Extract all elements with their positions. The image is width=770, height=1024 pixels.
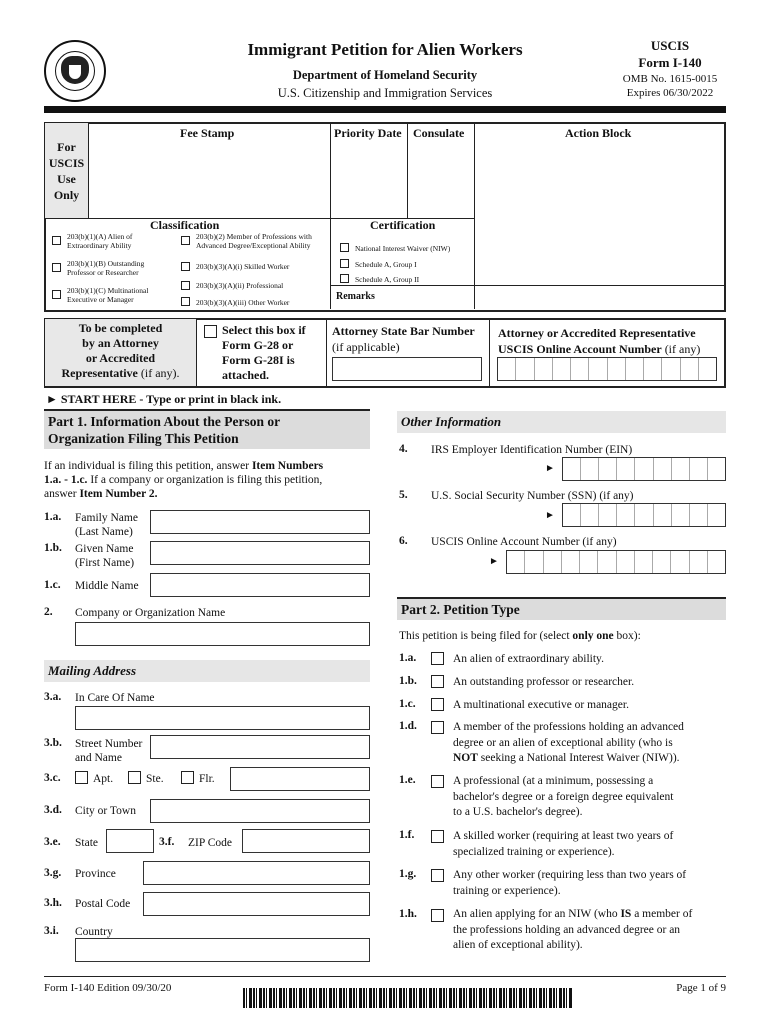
g28-attached-checkbox[interactable] [204,325,217,338]
classification-option: 203(b)(3)(A)(ii) Professional [196,281,284,290]
given-name-label: Given Name (First Name) [75,543,135,569]
priority-date-label: Priority Date [334,126,402,140]
petition-type-checkbox[interactable] [431,675,444,688]
item-number: 6. [399,535,408,547]
dhs-seal-icon [44,40,106,102]
header-divider [44,106,726,113]
action-block-label: Action Block [565,126,632,140]
bar-number-label: Attorney State Bar Number [332,324,475,338]
arrow-right-icon: ► [545,510,555,521]
postal-code-label: Postal Code [75,898,131,910]
ein-label: IRS Employer Identification Number (EIN) [431,444,633,456]
item-number: 1.g. [399,868,417,880]
ste-label: Ste. [146,773,164,785]
barcode-icon [243,988,573,1008]
item-number: 3.c. [44,772,61,784]
item-number: 3.a. [44,691,62,703]
classification-checkbox[interactable] [181,236,190,245]
remarks-label: Remarks [336,291,375,302]
item-number: 1.d. [399,720,417,732]
petition-type-label: An alien of extraordinary ability. [453,653,604,665]
petition-type-checkbox[interactable] [431,652,444,665]
attorney-account-label-2: USCIS Online Account Number (if any) [498,342,701,356]
classification-checkbox[interactable] [52,236,61,245]
agency-name: U.S. Citizenship and Immigration Services [277,86,493,100]
petition-type-label: An outstanding professor or researcher. [453,676,635,688]
certification-checkbox[interactable] [340,259,349,268]
petition-type-checkbox[interactable] [431,909,444,922]
flr-label: Flr. [199,773,215,785]
middle-name-input[interactable] [150,573,370,597]
petition-type-label: An alien applying for an NIW (who IS a member of the professions holding an advanced degree or an alien of exceptional ability). [453,908,693,951]
petition-type-label: A professional (at a minimum, possessing a bachelor's degree or a foreign degree equivalent to a U.S. bachelor's degree). [453,775,674,818]
item-number: 1.e. [399,774,416,786]
petition-type-label: A skilled worker (requiring at least two years of specialized training or experience). [453,830,674,858]
company-name-input[interactable] [75,622,370,646]
province-input[interactable] [143,861,370,885]
form-edition: Form I-140 Edition 09/30/20 [44,982,172,994]
ste-checkbox[interactable] [128,771,141,784]
item-number: 1.a. [399,652,417,664]
country-input[interactable] [75,938,370,962]
classification-checkbox[interactable] [52,263,61,272]
classification-option: 203(b)(3)(A)(iii) Other Worker [196,298,290,307]
arrow-right-icon: ► [489,556,499,567]
certification-checkbox[interactable] [340,274,349,283]
classification-title: Classification [150,218,220,232]
petition-type-label: A multinational executive or manager. [453,699,629,711]
province-label: Province [75,868,116,880]
city-label: City or Town [75,805,136,817]
family-name-label: Family Name (Last Name) [75,512,138,538]
certification-option: National Interest Waiver (NIW) [355,244,451,253]
postal-code-input[interactable] [143,892,370,916]
bar-number-input[interactable] [332,357,482,381]
other-information-heading: Other Information [397,411,726,433]
part1-heading: Part 1. Information About the Person or Organization Filing This Petition [44,409,370,449]
apt-number-input[interactable] [230,767,370,791]
classification-checkbox[interactable] [181,297,190,306]
item-number: 3.g. [44,867,62,879]
zip-label: ZIP Code [188,837,232,849]
ein-input[interactable] [562,457,726,481]
ssn-label: U.S. Social Security Number (SSN) (if any) [431,490,634,502]
expiration-date: Expires 06/30/2022 [626,87,714,99]
mailing-address-heading: Mailing Address [44,660,370,682]
petition-type-checkbox[interactable] [431,775,444,788]
for-uscis-line: USCIS [48,156,85,170]
classification-option: 203(b)(3)(A)(i) Skilled Worker [196,262,290,271]
for-uscis-line: Use [57,172,76,186]
item-number: 1.a. [44,511,62,523]
item-number: 1.b. [44,542,62,554]
item-number: 1.b. [399,675,417,687]
petition-type-checkbox[interactable] [431,698,444,711]
arrow-right-icon: ► [545,463,555,474]
item-number: 4. [399,443,408,455]
petition-type-label: A member of the professions holding an advanced degree or an alien of exceptional ability (who is NOT seeking a National Interest Waiver (NIW)). [453,721,684,764]
bar-number-hint: (if applicable) [332,340,400,354]
classification-checkbox[interactable] [52,290,61,299]
for-uscis-use-cell [45,123,89,219]
consulate-label: Consulate [413,126,465,140]
item-number: 1.f. [399,829,415,841]
classification-checkbox[interactable] [181,262,190,271]
street-label: Street Number and Name [75,738,143,764]
department-name: Department of Homeland Security [292,68,478,82]
form-title: Immigrant Petition for Alien Workers [247,40,523,59]
item-number: 3.f. [159,836,175,848]
omb-number: OMB No. 1615-0015 [622,73,718,85]
item-number: 2. [44,606,53,618]
flr-checkbox[interactable] [181,771,194,784]
certification-checkbox[interactable] [340,243,349,252]
part1-instructions: If an individual is filing this petition, answer Item Numbers 1.a. - 1.c. If a company or organization is filing this petition, answer Item Number 2. [44,460,324,500]
classification-checkbox[interactable] [181,281,190,290]
classification-option: 203(b)(1)(A) Alien of Extraordinary Ability [67,232,133,250]
petition-type-checkbox[interactable] [431,830,444,843]
form-number: Form I-140 [638,55,702,70]
item-number: 1.h. [399,908,417,920]
company-name-label: Company or Organization Name [75,607,226,619]
family-name-input[interactable] [150,510,370,534]
uscis-account-input[interactable] [506,550,726,574]
fee-stamp-label: Fee Stamp [180,126,235,140]
for-uscis-line: For [57,140,76,154]
item-number: 3.e. [44,836,61,848]
care-of-name-input[interactable] [75,706,370,730]
attorney-account-number-input[interactable] [497,357,717,381]
uscis-account-label: USCIS Online Account Number (if any) [431,536,617,548]
classification-option: 203(b)(1)(C) Multinational Executive or Manager [67,286,149,304]
start-here-instruction: ► START HERE - Type or print in black ink. [46,392,282,406]
for-uscis-line: Only [53,188,80,202]
city-input[interactable] [150,799,370,823]
certification-option: Schedule A, Group I [355,260,417,269]
petition-type-checkbox[interactable] [431,869,444,882]
attorney-account-label: Attorney or Accredited Representative [498,326,696,340]
zip-code-input[interactable] [242,829,370,853]
ssn-input[interactable] [562,503,726,527]
certification-option: Schedule A, Group II [355,275,420,284]
g28-checkbox-label: Select this box if Form G-28 or Form G-28I is attached. [222,323,306,382]
item-number: 5. [399,489,408,501]
item-number: 3.h. [44,897,62,909]
item-number: 1.c. [44,579,61,591]
item-number: 1.c. [399,698,416,710]
agency-short: USCIS [650,38,690,53]
country-label: Country [75,926,113,938]
attorney-instructions: To be completed by an Attorney or Accredited Representative (if any). [45,319,197,386]
item-number: 3.b. [44,737,62,749]
street-input[interactable] [150,735,370,759]
petition-type-label: Any other worker (requiring less than two years of training or experience). [453,869,687,897]
state-label: State [75,837,98,849]
petition-type-checkbox[interactable] [431,721,444,734]
part2-heading: Part 2. Petition Type [397,597,726,620]
classification-option: 203(b)(1)(B) Outstanding Professor or Researcher [67,259,145,277]
classification-option: 203(b)(2) Member of Professions with Advanced Degree/Exceptional Ability [196,232,312,250]
item-number: 3.i. [44,925,59,937]
page-number: Page 1 of 9 [676,982,726,994]
apt-checkbox[interactable] [75,771,88,784]
given-name-input[interactable] [150,541,370,565]
part2-instructions: This petition is being filed for (select only one box): [399,630,641,642]
item-number: 3.d. [44,804,62,816]
apt-label: Apt. [93,773,114,785]
certification-title: Certification [370,218,436,232]
middle-name-label: Middle Name [75,580,139,592]
state-select[interactable] [106,829,154,853]
care-of-label: In Care Of Name [75,692,155,704]
